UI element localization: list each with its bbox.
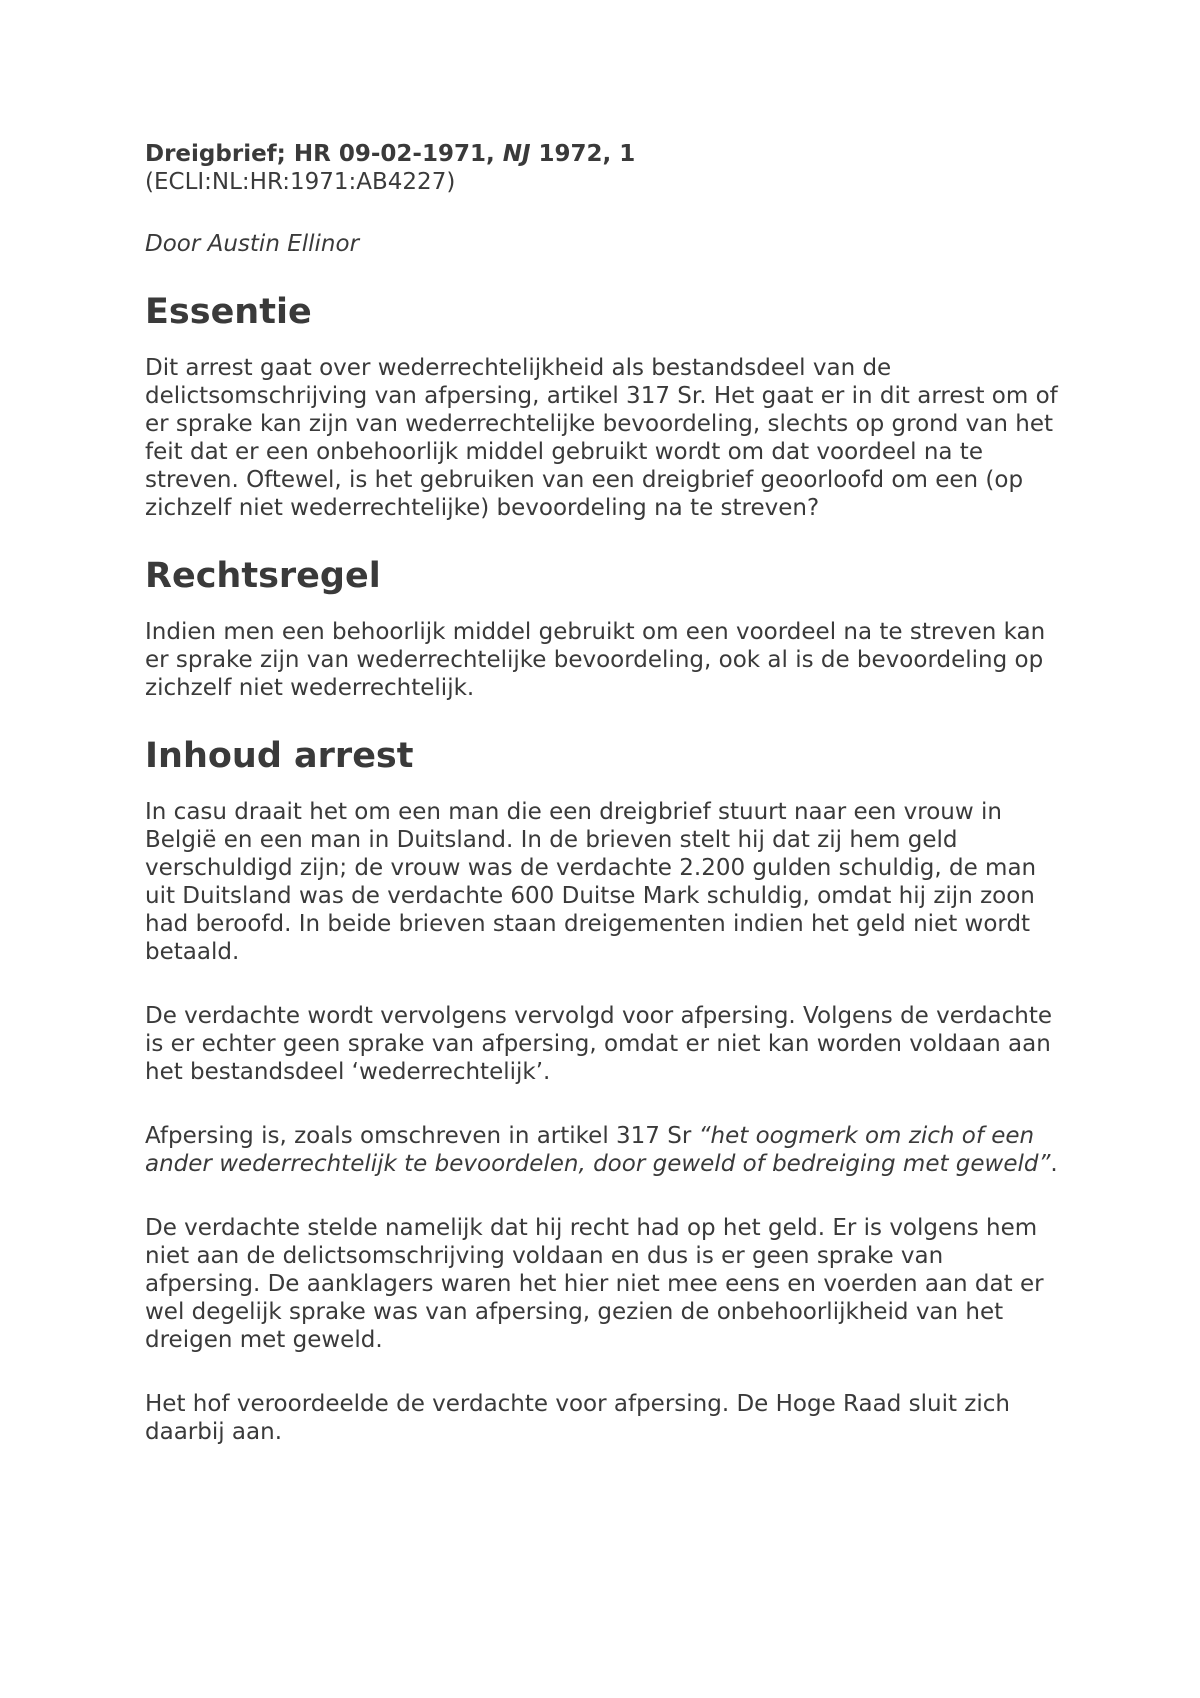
inhoud-paragraph-5: Het hof veroordeelde de verdachte voor afpersing. De Hoge Raad sluit zich daarbij aan. bbox=[145, 1391, 1010, 1445]
quote-end: . bbox=[1050, 1151, 1058, 1177]
rechtsregel-paragraph: Indien men een behoorlijk middel gebruikt om een voordeel na te streven kan er sprake zijn van wederrechtelijke bevoordeling, ook al is de bevoordeling op zichzelf niet wederrechtelijk. bbox=[145, 619, 1046, 701]
document-title bbox=[145, 140, 1060, 168]
inhoud-paragraph-1: In casu draait het om een man die een dreigbrief stuurt naar een vrouw in België en een man in Duitsland. In de brieven stelt hij dat zij hem geld verschuldigd zijn; de vrouw was de verdachte 2.200 gulden schuldig, de man uit Duitsland was de verdachte 600 Duitse Mark schuldig, omdat hij zijn zoon had beroofd. In beide brieven staan dreigementen indien het geld niet wordt betaald. bbox=[145, 799, 1037, 965]
title-prefix: Dreigbrief; HR 09-02-1971, bbox=[145, 141, 503, 167]
author-line: Door Austin Ellinor bbox=[145, 231, 360, 257]
heading-rechtsregel: Rechtsregel bbox=[145, 556, 381, 596]
heading-essentie: Essentie bbox=[145, 292, 312, 332]
inhoud-paragraph-4: De verdachte stelde namelijk dat hij recht had op het geld. Er is volgens hem niet aan de delictsomschrijving voldaan en dus is er geen sprake van afpersing. De aanklagers waren het hier niet mee eens en voerden aan dat er wel degelijk sprake was van afpersing, gezien de onbehoorlijkheid van het dreigen met geweld. bbox=[145, 1215, 1044, 1353]
title-suffix: 1972, 1 bbox=[530, 141, 636, 167]
legal-quote: “het oogmerk om zich of een ander wederrechtelijk te bevoordelen, door geweld of bedreiging met geweld” bbox=[145, 1123, 1051, 1177]
quote-intro: Afpersing is, zoals omschreven in artikel 317 Sr bbox=[145, 1123, 699, 1149]
inhoud-paragraph-2: De verdachte wordt vervolgens vervolgd voor afpersing. Volgens de verdachte is er echter geen sprake van afpersing, omdat er niet kan worden voldaan aan het bestandsdeel ‘wederrechtelijk’. bbox=[145, 1003, 1053, 1085]
ecli-reference: (ECLI:NL:HR:1971:AB4227) bbox=[145, 169, 456, 195]
essentie-paragraph: Dit arrest gaat over wederrechtelijkheid als bestandsdeel van de delictsomschrijving van afpersing, artikel 317 Sr. Het gaat er in dit arrest om of er sprake kan zijn van wederrechtelijke bevoordeling, slechts op grond van het feit dat er een onbehoorlijk middel gebruikt wordt om dat voordeel na te streven. Oftewel, is het gebruiken van een dreigbrief geoorloofd om een (op zichzelf niet wederrechtelijke) bevoordeling na te streven? bbox=[145, 355, 1058, 521]
heading-inhoud-arrest: Inhoud arrest bbox=[145, 736, 414, 776]
title-journal: NJ bbox=[502, 141, 531, 167]
inhoud-paragraph-3 bbox=[145, 1122, 1060, 1178]
